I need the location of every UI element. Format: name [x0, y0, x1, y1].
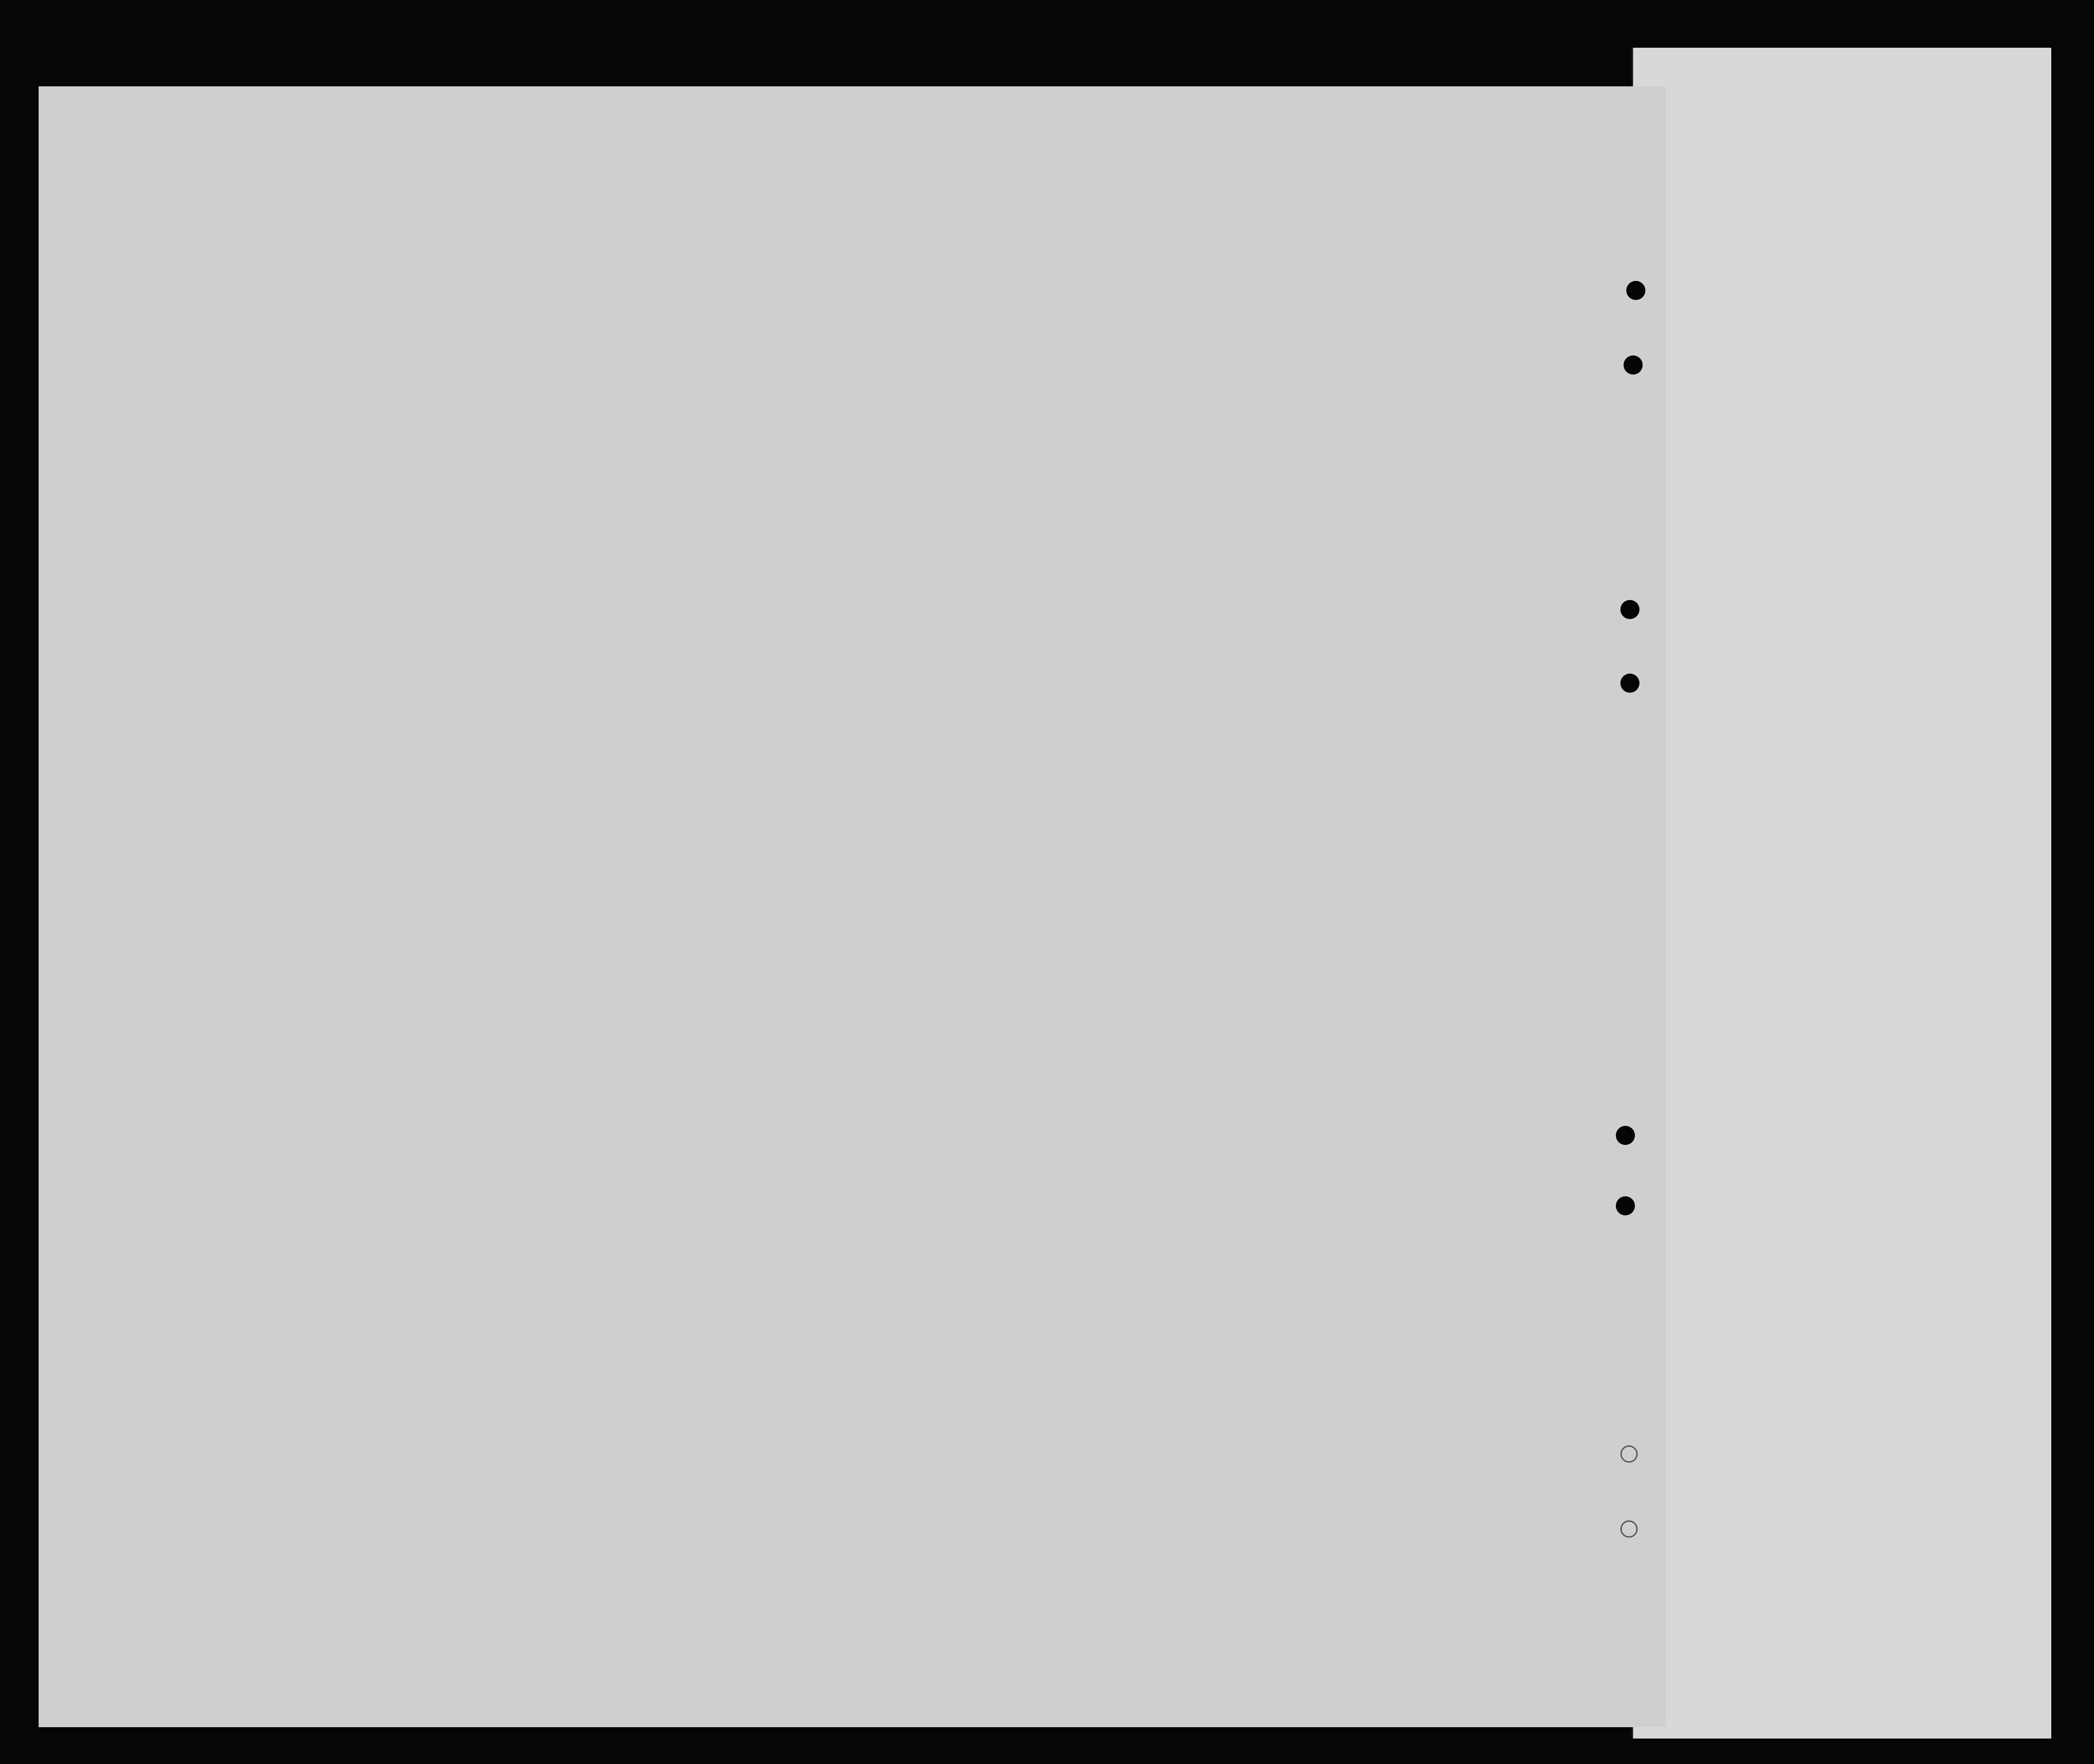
binder-hole [1616, 1196, 1635, 1215]
binder-hole [1620, 600, 1639, 619]
binder-hole [1620, 674, 1639, 693]
binder-hole [1616, 1126, 1635, 1145]
binder-hole-reinforced [1620, 1520, 1638, 1538]
binder-hole [1624, 355, 1643, 375]
header-col-33-partial [1659, 359, 1682, 395]
binder-hole [1626, 281, 1645, 300]
binder-hole-reinforced [1620, 1445, 1638, 1463]
